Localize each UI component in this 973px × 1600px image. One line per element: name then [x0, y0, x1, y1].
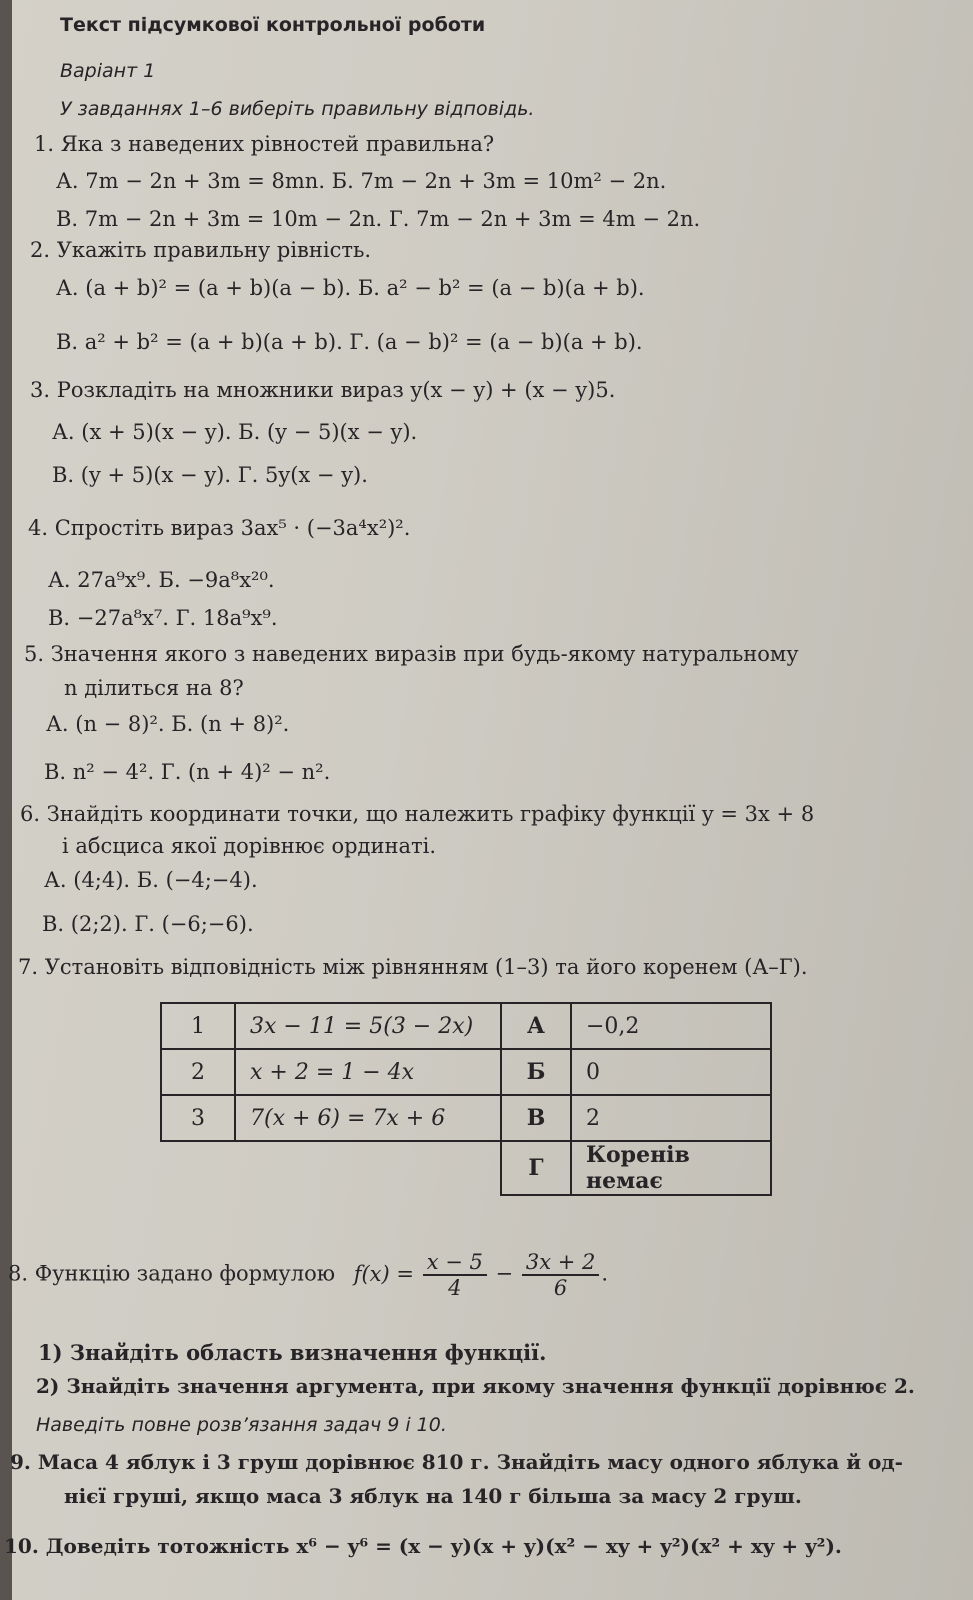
book-spine [0, 0, 12, 1600]
task-8-subtask-1: 1) Знайдіть область визначення функції. [38, 1340, 547, 1365]
task-2-options-cd: В. a² + b² = (a + b)(a + b). Г. (a − b)² = (a − b)(a + b). [56, 330, 643, 354]
equation-number: 1 [161, 1003, 235, 1049]
task-4-options-cd: В. −27a⁸x⁷. Г. 18a⁹x⁹. [48, 606, 278, 630]
task-3-options-cd: В. (y + 5)(x − y). Г. 5y(x − y). [52, 463, 368, 487]
task-5-options-ab: А. (n − 8)². Б. (n + 8)². [46, 712, 290, 736]
task-6-question-line1: 6. Знайдіть координати точки, що належить графіку функції y = 3x + 8 [20, 802, 815, 826]
fraction-1-numerator: x − 5 [423, 1250, 487, 1276]
task-8-question: 8. Функцію задано формулою f(x) = $\frac{x - 5}{4}$ − $\frac{3x + 2}{6}$ . [8, 1250, 609, 1300]
equation-number: 2 [161, 1049, 235, 1095]
root-letter: Г [501, 1141, 571, 1195]
equation: x + 2 = 1 − 4x [235, 1049, 501, 1095]
root-letter: В [501, 1095, 571, 1141]
table-row [161, 1003, 771, 1049]
task-10-question: 10. Доведіть тотожність x⁶ − y⁶ = (x − y)(x + y)(x² − xy + y²)(x² + xy + y²). [4, 1534, 842, 1558]
task-6-question-line2: і абсциса якої дорівнює ординаті. [62, 834, 436, 858]
task-3-question: 3. Розкладіть на множники вираз y(x − y) + (x − y)5. [30, 378, 616, 402]
root-value: 2 [571, 1095, 771, 1141]
fraction-2-numerator: 3x + 2 [522, 1250, 600, 1276]
task-2-options-ab: А. (a + b)² = (a + b)(a − b). Б. a² − b² = (a − b)(a + b). [56, 276, 645, 300]
task-1-question: 1. Яка з наведених рівностей правильна? [34, 132, 495, 156]
empty-cell [161, 1141, 235, 1195]
task-3-options-ab: А. (x + 5)(x − y). Б. (y − 5)(x − y). [52, 420, 418, 444]
variant-label: Варіант 1 [60, 60, 156, 82]
fraction-1 [423, 1250, 487, 1300]
task-8-subtask-2: 2) Знайдіть значення аргумента, при якому значення функції дорівнює 2. [36, 1374, 915, 1398]
task-6-options-cd: В. (2;2). Г. (−6;−6). [42, 912, 254, 936]
task-5-question-line1: 5. Значення якого з наведених виразів при будь-якому натуральному [24, 642, 799, 666]
fraction-2 [522, 1250, 600, 1300]
task-9-question-line1: 9. Маса 4 яблук і 3 груш дорівнює 810 г. Знайдіть масу одного яблука й од- [10, 1450, 903, 1474]
task-1-options-ab: А. 7m − 2n + 3m = 8mn. Б. 7m − 2n + 3m = 10m² − 2n. [56, 169, 667, 193]
task-7-question: 7. Установіть відповідність між рівнянням (1–3) та його коренем (А–Г). [18, 955, 808, 979]
root-value: Коренів немає [571, 1141, 771, 1195]
task-9-question-line2: нієї груші, якщо маса 3 яблук на 140 г більша за масу 2 груш. [64, 1484, 802, 1508]
worksheet-title: Текст підсумкової контрольної роботи [60, 14, 486, 36]
root-letter: Б [501, 1049, 571, 1095]
instruction-1-6: У завданнях 1–6 виберіть правильну відповідь. [60, 98, 535, 120]
task-4-question: 4. Спростіть вираз 3ax⁵ · (−3a⁴x²)². [28, 516, 411, 540]
root-value: −0,2 [571, 1003, 771, 1049]
table-row [161, 1141, 771, 1195]
root-letter: А [501, 1003, 571, 1049]
task-5-question-line2: n ділиться на 8? [64, 676, 244, 700]
fraction-1-denominator: 4 [448, 1276, 462, 1300]
task-6-options-ab: А. (4;4). Б. (−4;−4). [44, 868, 258, 892]
equation: 3x − 11 = 5(3 − 2x) [235, 1003, 501, 1049]
function-name: f(x) = [353, 1261, 414, 1286]
equation-number: 3 [161, 1095, 235, 1141]
matching-table [160, 1002, 772, 1196]
task-2-question: 2. Укажіть правильну рівність. [30, 238, 372, 262]
task-5-options-cd: В. n² − 4². Г. (n + 4)² − n². [44, 760, 331, 784]
task-8-text: 8. Функцію задано формулою [8, 1261, 336, 1286]
table-row [161, 1095, 771, 1141]
task-4-options-ab: А. 27a⁹x⁹. Б. −9a⁸x²⁰. [48, 568, 275, 592]
empty-cell [235, 1141, 501, 1195]
table-row [161, 1049, 771, 1095]
task-1-options-cd: В. 7m − 2n + 3m = 10m − 2n. Г. 7m − 2n + 3m = 4m − 2n. [56, 207, 701, 231]
equation: 7(x + 6) = 7x + 6 [235, 1095, 501, 1141]
instruction-9-10: Наведіть повне розв’язання задач 9 і 10. [36, 1414, 447, 1436]
fraction-2-denominator: 6 [553, 1276, 568, 1300]
root-value: 0 [571, 1049, 771, 1095]
